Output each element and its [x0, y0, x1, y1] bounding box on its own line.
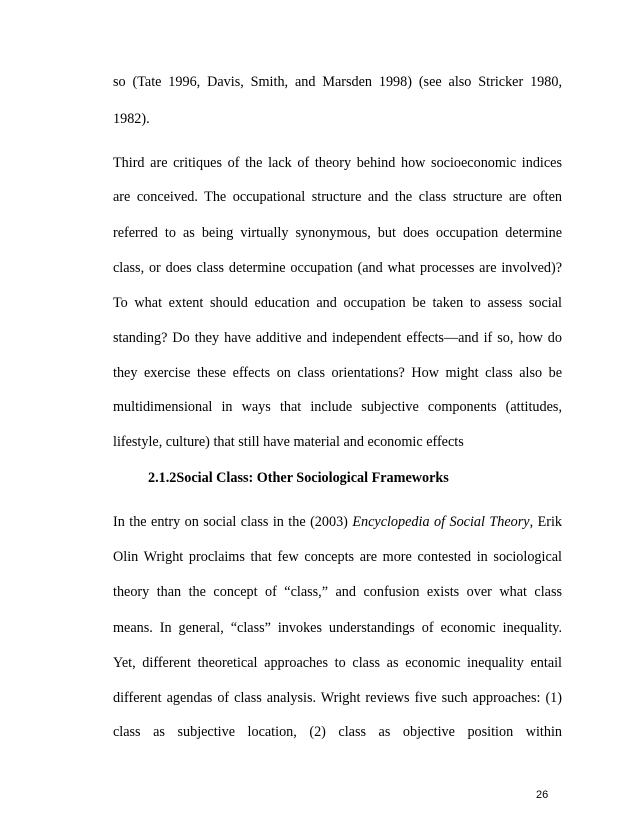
text-line: means. In general, “class” invokes understandings of economic inequality.	[113, 620, 562, 636]
text-line: different agendas of class analysis. Wright reviews five such approaches: (1)	[113, 690, 562, 706]
text-line: lifestyle, culture) that still have material and economic effects	[113, 434, 464, 450]
page-number: 26	[536, 789, 549, 801]
text-line: theory than the concept of “class,” and confusion exists over what class	[113, 584, 562, 600]
text-line: Yet, different theoretical approaches to class as economic inequality entail	[113, 655, 562, 671]
text-line: class as subjective location, (2) class as objective position within	[113, 724, 562, 740]
text-line: In the entry on social class in the (2003) Encyclopedia of Social Theory, Erik	[113, 514, 562, 530]
text-line: Olin Wright proclaims that few concepts are more contested in sociological	[113, 549, 562, 565]
text-line: so (Tate 1996, Davis, Smith, and Marsden 1998) (see also Stricker 1980,	[113, 74, 562, 90]
section-title: Social Class: Other Sociological Frameworks	[176, 470, 449, 486]
text-line: referred to as being virtually synonymous, but does occupation determine	[113, 225, 562, 241]
text-line: multidimensional in ways that include subjective components (attitudes,	[113, 399, 562, 415]
text-line: 1982).	[113, 111, 150, 127]
book-title: Encyclopedia of Social Theory	[352, 514, 530, 530]
section-number: 2.1.2	[148, 470, 177, 486]
text-line: are conceived. The occupational structure and the class structure are often	[113, 189, 562, 205]
text-line: standing? Do they have additive and independent effects—and if so, how do	[113, 330, 562, 346]
text-line: they exercise these effects on class orientations? How might class also be	[113, 365, 562, 381]
text-line: Third are critiques of the lack of theory behind how socioeconomic indices	[113, 155, 562, 171]
text-line: To what extent should education and occupation be taken to assess social	[113, 295, 562, 311]
text-line: class, or does class determine occupation (and what processes are involved)?	[113, 260, 562, 276]
section-heading	[148, 469, 449, 487]
